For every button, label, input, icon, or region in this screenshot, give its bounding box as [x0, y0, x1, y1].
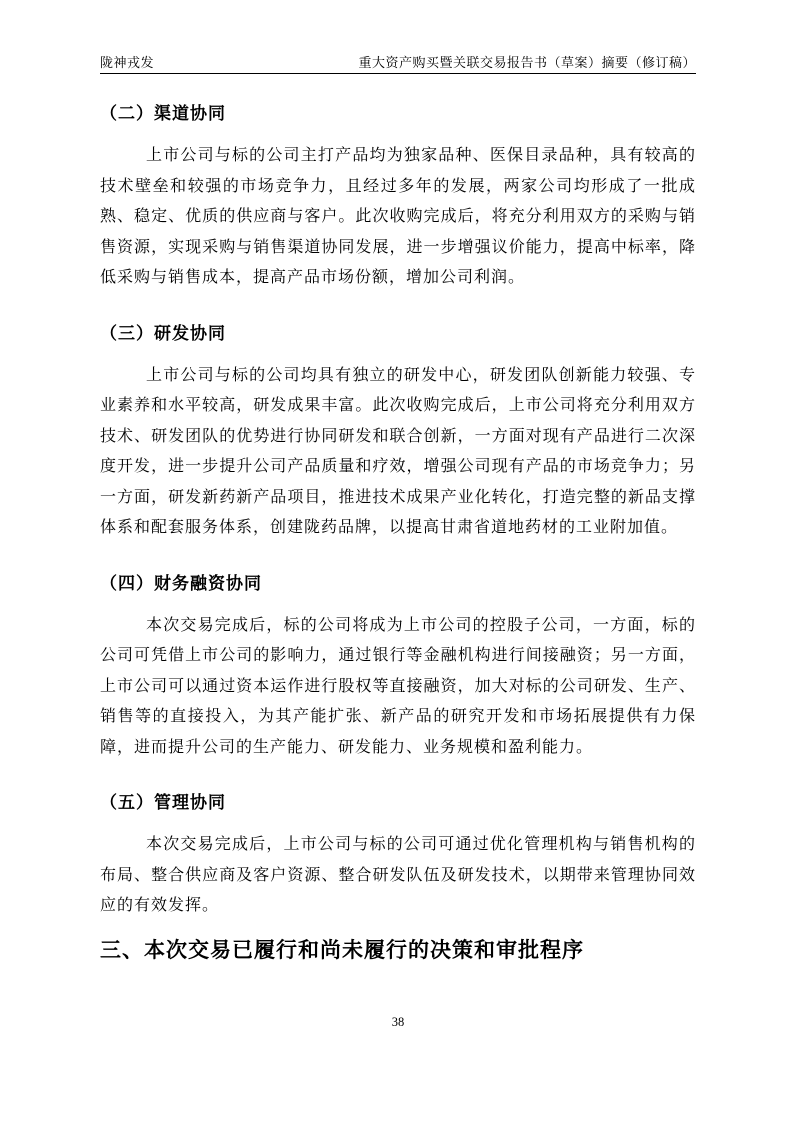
section-heading-finance-synergy: （四）财务融资协同: [100, 573, 262, 593]
header-document-title: 重大资产购买暨关联交易报告书（草案）摘要（修订稿）: [358, 55, 696, 70]
section-heading-management-synergy: （五）管理协同: [100, 793, 226, 812]
section-heading-rnd-synergy: （三）研发协同: [100, 323, 226, 343]
section-paragraph-rnd-synergy: 上市公司与标的公司均具有独立的研发中心，研发团队创新能力较强、专业素养和水平较高，研发成果丰富。此次收购完成后，上市公司将充分利用双方技术、研发团队的优势进行协同研发和联合创新，一方面对现有产品进行二次深度开发，进一步提升公司产品质量和疗效，增强公司现有产品的市场竞争力；另一方面，研发新药新产品项目，推进技术成果产业化转化，打造完整的新品支撑体系和配套服务体系，创建陇药品牌，以提高甘肃省道地药材的工业附加值。: [100, 366, 696, 536]
section-heading-channel-synergy: （二）渠道协同: [100, 104, 226, 123]
page-number: 38: [391, 1014, 405, 1029]
running-header: [100, 54, 696, 74]
section-paragraph-finance-synergy: 本次交易完成后，标的公司将成为上市公司的控股子公司，一方面，标的公司可凭借上市公司的影响力，通过银行等金融机构进行间接融资；另一方面，上市公司可以通过资本运作进行股权等直接融资，加大对标的公司研发、生产、销售等的直接投入，为其产能扩张、新产品的研究开发和市场拓展提供有力保障，进而提升公司的生产能力、研发能力、业务规模和盈利能力。: [100, 616, 696, 756]
section-paragraph-channel-synergy: 上市公司与标的公司主打产品均为独家品种、医保目录品种，具有较高的技术壁垒和较强的市场竞争力，且经过多年的发展，两家公司均形成了一批成熟、稳定、优质的供应商与客户。此次收购完成后，将充分利用双方的采购与销售资源，实现采购与销售渠道协同发展，进一步增强议价能力，提高中标率，降低采购与销售成本，提高产品市场份额，增加公司利润。: [100, 147, 696, 286]
chapter-heading-approval-procedures: 三、本次交易已履行和尚未履行的决策和审批程序: [100, 938, 584, 962]
section-paragraph-management-synergy: 本次交易完成后，上市公司与标的公司可通过优化管理机构与销售机构的布局、整合供应商及客户资源、整合研发队伍及研发技术，以期带来管理协同效应的有效发挥。: [100, 836, 696, 914]
header-company-name: 陇神戎发: [100, 55, 155, 70]
